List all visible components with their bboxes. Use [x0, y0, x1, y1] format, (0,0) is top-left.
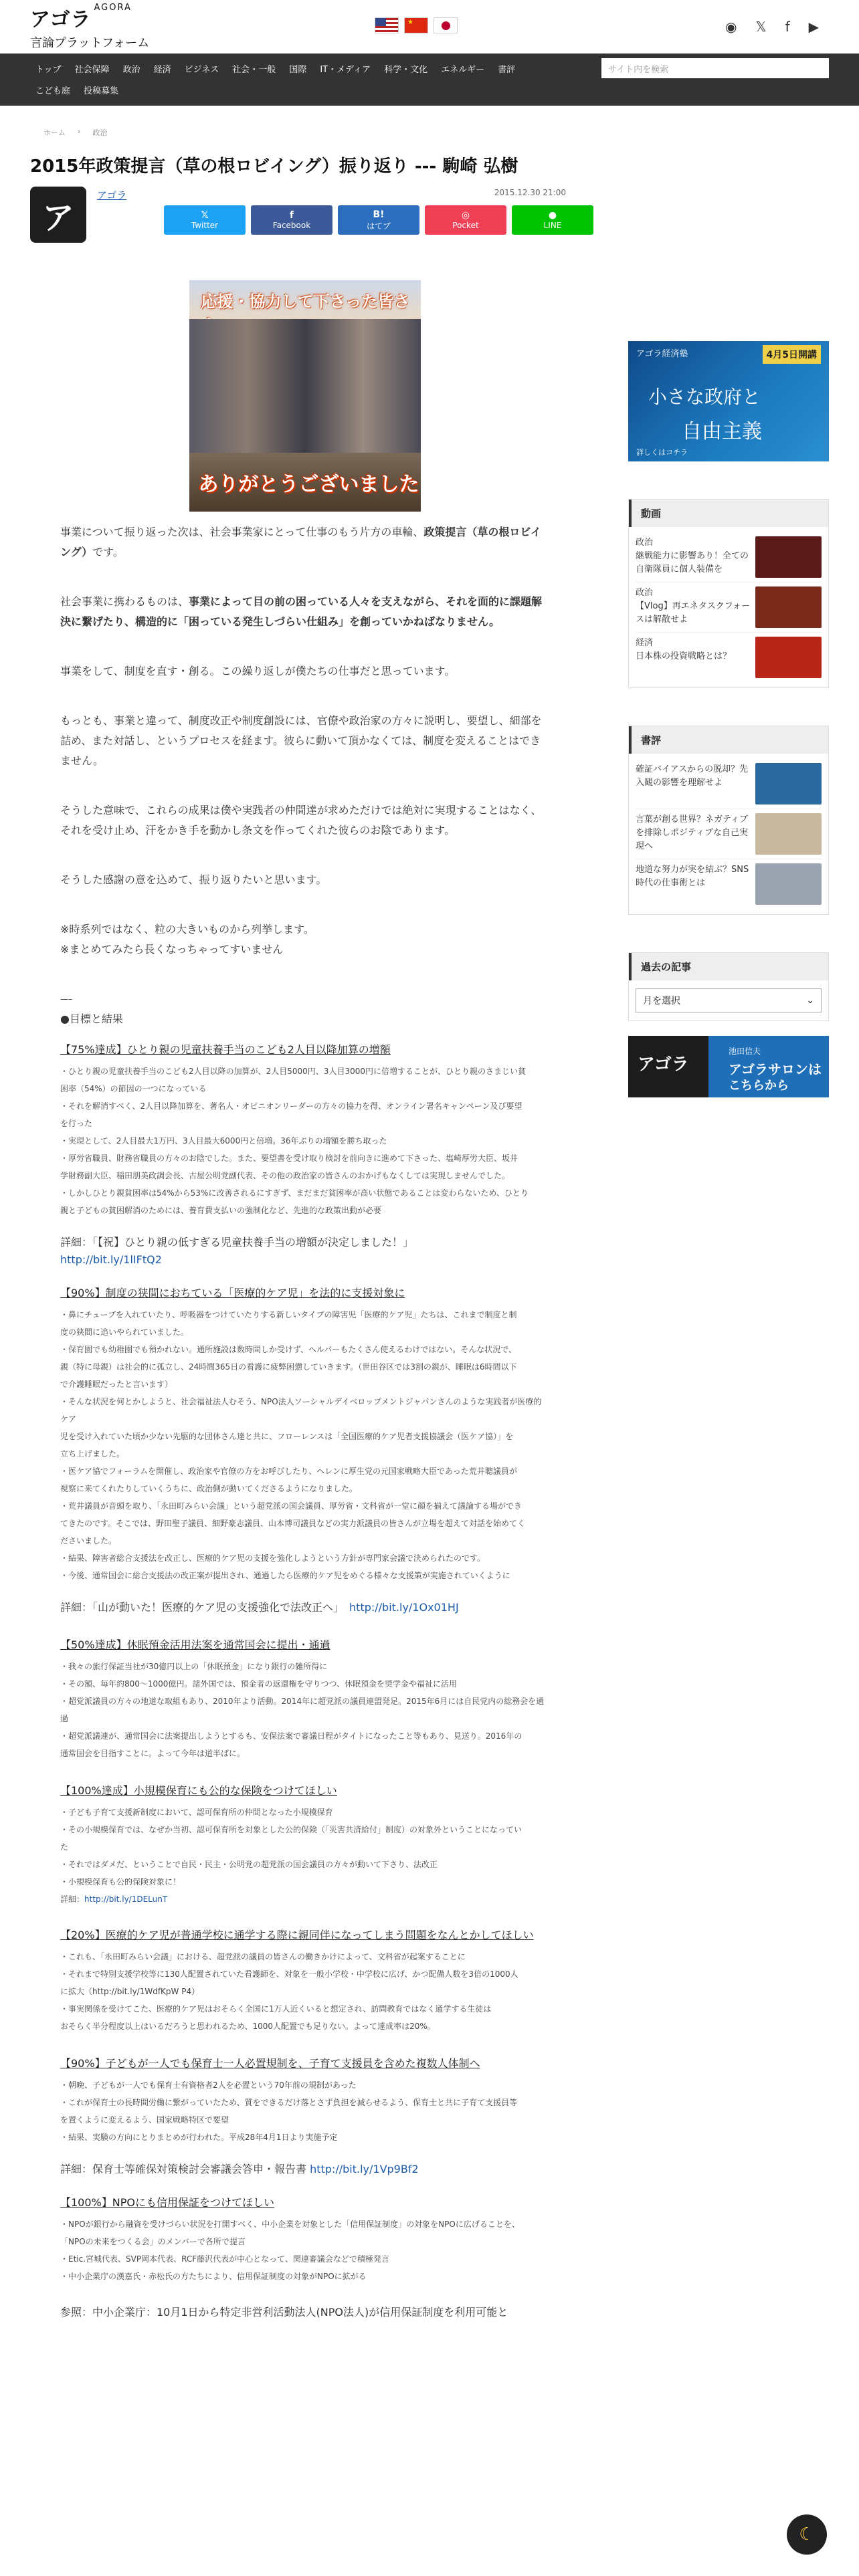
video-widget: [628, 499, 829, 688]
logo-tag: AGORA: [94, 3, 132, 13]
list-item: ・結果、障害者総合支援法を改正し、医療的ケア児の支援を強化しようという方針が専門家会議で決められたのです。: [60, 1553, 486, 1563]
line-icon: ●: [548, 210, 557, 221]
list-item: を置くように変えるよう、国家戦略特区で要望: [60, 2115, 229, 2125]
share-pocket-button[interactable]: ◎ Pocket: [425, 205, 506, 235]
facebook-icon: f: [289, 210, 294, 221]
list-item: 立ち上げました。: [60, 1449, 125, 1459]
section-title: 【100%】NPOにも信用保証をつけてほしい: [60, 2196, 274, 2209]
list-item: で介護睡眠だったと言います）: [60, 1380, 173, 1389]
list-item: ・その額、毎年約800〜1000億円。諸外国では、預金者の返還権を守りつつ、休眠預金を奨学金や福祉に活用: [60, 1679, 457, 1689]
site-header: [0, 0, 859, 53]
list-item: ・中小企業庁の漢嘉氏・赤松氏の方たちにより、信用保証制度の対象がNPOに拡がる: [60, 2272, 367, 2281]
list-item: ・それではダメだ、ということで自民・民主・公明党の超党派の国会議員の方々が動いて下さり、法改正: [60, 1860, 438, 1869]
thumbnail-image: [755, 763, 822, 804]
detail-label: 詳細：「【祝】ひとり親の低すぎる児童扶養手当の増額が決定しました！」: [60, 1236, 414, 1249]
list-item: ・子ども子育て支援新制度において、認可保育所の仲間となった小規模保育: [60, 1808, 333, 1817]
detail-label: 詳細：: [60, 1895, 85, 1904]
list-item: 親と子どもの貧困解消のためには、養育費支払いの強制化など、先進的な政策出動が必要: [60, 1206, 382, 1215]
policy-section: [60, 1782, 549, 1907]
list-item: 「NPOの未来をつくる会」のメンバーで各所で提言: [60, 2237, 246, 2246]
note: ※時系列ではなく、粒の大きいものから列挙します。: [60, 923, 314, 936]
list-item: ・NPOが銀行から融資を受けづらい状況を打開すべく、中小企業を対象とした「信用保証制度」の対象をNPOに広げることを、: [60, 2220, 520, 2229]
group-photo: [189, 319, 421, 453]
thumbnail-image: [755, 586, 822, 628]
list-item: ・我々の旅行保証当社が30億円以上の「休眠預金」になり銀行の雑所得に: [60, 1662, 328, 1671]
detail-label: 詳細：保育士等確保対策検討会審議会答申・報告書: [60, 2163, 307, 2175]
breadcrumb-politics[interactable]: 政治: [92, 128, 108, 137]
section-title: 【100%達成】小規模保育にも公的な保険をつけてほしい: [60, 1784, 337, 1797]
sidebar-list-item[interactable]: [636, 859, 822, 909]
policy-section: [60, 1927, 549, 2035]
list-item: ・これが保育士の長時間労働に繋がっていたため、質をできるだけ落とさず負担を減らせるよう、保育士と共に子育て支援員等: [60, 2098, 518, 2107]
list-item: てきたのです。そこでは、野田聖子議員、細野豪志議員、山本博司議員などの実力派議員の皆さんが立場を超えて対話を始めてく: [60, 1519, 526, 1528]
policy-section: [60, 1285, 549, 1616]
paragraph: もっとも、事業と違って、制度改正や制度創設には、官僚や政治家の方々に説明し、要望し、細部を詰め、また対話し、というプロセスを経ます。彼らに動いて頂かなくては、制度を変えることはできません。: [60, 714, 542, 767]
section-title: 【50%達成】休眠預金活用法案を通常国会に提出・通過: [60, 1638, 330, 1651]
list-item: ・超党派議員の方々の地道な取組もあり、2010年より活動。2014年に超党派の議員連盟発足。2015年6月には自民党内の総務会を通過: [60, 1697, 545, 1723]
list-item: た: [60, 1842, 69, 1852]
paragraph: 事業をして、制度を直す・創る。この繰り返しが僕たちの仕事だと思っています。: [60, 665, 456, 677]
list-item: 視察に来てくれたりしていくうちに、政治側が動いてくださるようになりました。: [60, 1484, 358, 1493]
list-item: ・超党派議連が、通常国会に法案提出しようとするも、安保法案で審議日程がタイトになったこと等もあり、見送り。2016年の: [60, 1731, 522, 1741]
sidebar-item-title: 地道な努力が実を結ぶ？SNS時代の仕事術とは: [636, 865, 749, 888]
breadcrumb-home[interactable]: ホーム: [43, 128, 66, 137]
note: ※まとめてみたら長くなっちゃってすいません: [60, 943, 284, 956]
agora-salon-banner[interactable]: アゴラ 池田信夫 アゴラサロンは こちらから: [628, 1036, 829, 1097]
detail-link[interactable]: http://bit.ly/1DELunT: [84, 1895, 168, 1904]
list-item: ・朝晩、子どもが一人でも保育士有資格者2人を必置という70年前の規制があった: [60, 2080, 357, 2090]
sidebar-item-title: 政治 【Vlog】再エネタスクフォースは解散せよ: [636, 588, 751, 625]
list-item: 通常国会を目指すことに。よって今年は道半ばに。: [60, 1749, 246, 1758]
list-item: ・今後、通常国会に総合支援法の改正案が提出され、通過したら医療的ケア児をめぐる様々な支援策が実施されていくように: [60, 1571, 510, 1580]
list-item: ・鼻にチューブを入れていたり、呼吸器をつけていたりする新しいタイプの障害児「医療的ケア児」たちは、これまで制度と制: [60, 1310, 517, 1319]
section-title: 【20%】医療的ケア児が普通学校に通学する際に親同伴になってしまう問題をなんとかしてほしい: [60, 1929, 534, 1941]
paragraph: 事業について振り返った次は、社会事業家にとって仕事のもう片方の車輪、政策提言（草の根ロビイング）です。: [60, 526, 541, 558]
policy-section: [60, 2055, 549, 2178]
nav-item-business[interactable]: ビジネス: [184, 64, 219, 75]
section-title: 【75%達成】ひとり親の児童扶養手当のこども2人目以降加算の増額: [60, 1043, 391, 1056]
list-item: ・そんな状況を何とかしようと、社会福祉法人むそう、NPO法人ソーシャルデイベロップメントジャパンさんのような実践者が医療的ケア: [60, 1397, 542, 1424]
logo-subtitle: 言論プラットフォーム: [30, 36, 150, 50]
nav-item-international[interactable]: 国際: [289, 64, 307, 75]
list-item: ・Etic.宮城代表、SVP岡本代表、RCF藤沢代表が中心となって、関連審議会などで積極発言: [60, 2254, 389, 2264]
x-icon[interactable]: 𝕏: [755, 19, 767, 35]
facebook-icon[interactable]: f: [785, 19, 790, 35]
sidebar-list-item[interactable]: [636, 809, 822, 859]
list-item: おそらく半分程度以上はいるだろうと思われるため、1000人配置でも足りない。よって達成率は20%。: [60, 2022, 436, 2031]
site-logo[interactable]: [30, 3, 149, 51]
article-main: [30, 106, 579, 2323]
share-twitter-button[interactable]: 𝕏 Twitter: [164, 205, 246, 235]
list-item: ・その小規模保育では、なぜか当初、認可保育所を対象とした公的保険（「災害共済給付」制度）の対象外ということになってい: [60, 1825, 522, 1834]
nav-item-book-review[interactable]: 書評: [498, 64, 516, 75]
section-title: 【90%】制度の狭間におちている「医療的ケア児」を法的に支援対象に: [60, 1287, 405, 1299]
list-item: ・それを解消すべく、2人目以降加算を、著名人・オピニオンリーダーの方々の協力を得、オンライン署名キャンペーン及び要望: [60, 1101, 522, 1111]
list-item: ・荒井議員が音頭を取り、「永田町みらい会議」という超党派の国会議員、厚労省・文科省が一堂に顔を揃えて議論する場ができ: [60, 1501, 522, 1511]
list-item: ださいました。: [60, 1536, 117, 1545]
sidebar-list-item[interactable]: [636, 582, 822, 633]
list-item: ・実現として、2人目最大1万円、3人目最大6000円と倍増。36年ぶりの増額を勝ち取った: [60, 1136, 387, 1146]
nav-item-submission[interactable]: 投稿募集: [84, 86, 119, 96]
breadcrumb: [30, 127, 579, 138]
list-item: ・しかしひとり親貧困率は54%から53%に改善されるにすぎず、まだまだ貧困率が高い状態であることは変わらないため、ひとり: [60, 1188, 529, 1198]
sidebar-item-title: 経済 日本株の投資戦略とは？: [636, 638, 732, 661]
policy-section: [60, 1041, 549, 1269]
list-item: ・これも、「永田町みらい会議」における、超党派の議員の皆さんの働きかけによって、文科省が起案することに: [60, 1952, 466, 1961]
widget-heading: 過去の記事: [629, 953, 828, 980]
paragraph: 社会事業に携わるものは、事業によって目の前の困っている人々を支えながら、それを面的に課題解決に繋げたり、構造的に「困っている発生しづらい仕組み」を創っていかねばなりません。: [60, 595, 543, 628]
list-item: 困率（54%）の節因の一つになっている: [60, 1084, 207, 1093]
sidebar-list-item[interactable]: [636, 759, 822, 809]
archive-widget: [628, 952, 829, 1021]
article-body: [30, 522, 579, 2323]
sidebar-item-title: 確証バイアスからの脱却？先入観の影響を理解せよ: [636, 764, 749, 788]
detail-link[interactable]: http://bit.ly/1Ox01HJ: [349, 1601, 459, 1614]
english-flag-icon[interactable]: [375, 17, 399, 33]
sidebar-list-item[interactable]: [636, 633, 822, 682]
nav-item-science-culture[interactable]: 科学・文化: [384, 64, 428, 75]
nav-item-economy[interactable]: 経済: [153, 64, 171, 75]
thumbnail-image: [755, 536, 822, 578]
thumbnail-image: [755, 637, 822, 678]
dark-mode-toggle-icon[interactable]: ☾: [787, 2514, 827, 2555]
widget-heading: 書評: [629, 726, 828, 754]
main-nav: [0, 53, 859, 106]
share-buttons: [164, 205, 593, 235]
sidebar: [628, 106, 829, 2323]
list-item: ・事実関係を受けてこた、医療的ケア児はおそらく全国に1万人近くいると想定され、訪問教育ではなく通学する生徒は: [60, 2004, 492, 2014]
goal-heading: ●目標と結果: [60, 1012, 123, 1025]
chevron-down-icon: ⌄: [806, 995, 814, 1006]
list-item: ・それまで特別支援学校等に130人配置されていた看護師を、対象を一般小学校・中学校に広げ、かつ配備人数を3倍の1000人: [60, 1969, 518, 1979]
search-input[interactable]: サイト内を検索: [601, 58, 829, 78]
paragraph: そうした感謝の意を込めて、振り返りたいと思います。: [60, 873, 327, 886]
list-item: ・結果、実験の方向にとりまとめが行われた。平成28年4月1日より実施予定: [60, 2133, 338, 2142]
nav-item-society[interactable]: 社会・一般: [232, 64, 276, 75]
author-avatar[interactable]: ア: [30, 187, 86, 243]
thumbnail-image: [755, 863, 822, 905]
post-date: 2015.12.30 21:00: [494, 188, 566, 197]
japanese-flag-icon[interactable]: [434, 17, 458, 33]
sidebar-item-title: 政治 継戦能力に影響あり！全ての自衛隊員に個人装備を: [636, 538, 749, 574]
economics-school-ad[interactable]: アゴラ経済塾 4月5日開講 小さな政府と 自由主義 詳しくはコチラ: [628, 341, 829, 461]
widget-heading: 動画: [629, 500, 828, 527]
policy-section: [60, 1636, 549, 1762]
share-hatena-button[interactable]: B! はてブ: [338, 205, 419, 235]
list-item: 児を受け入れていた頃か少ない先駆的な団体さん達と共に、フローレンスは「全国医療的ケア児者支援協議会（医ケア協）」を: [60, 1432, 514, 1441]
thumbnail-image: [755, 813, 822, 855]
image-caption-top: 応援・協力して下さった皆さ: [201, 292, 410, 311]
policy-section: [60, 2194, 549, 2285]
logo-main-text: アゴラ: [30, 8, 92, 31]
list-item: ・小規模保育も公的保険対象に！: [60, 1877, 181, 1887]
rss-icon[interactable]: ◉: [725, 19, 737, 35]
breadcrumb-separator: ›: [78, 127, 81, 136]
reference-text: 参照：中小企業庁：10月1日から特定非営利活動法人(NPO法人)が信用保証制度を利用可能と: [60, 2306, 508, 2319]
article-image: [189, 280, 421, 512]
list-item: に拡大（http://bit.ly/1WdfKpW P4）: [60, 1987, 200, 1996]
youtube-icon[interactable]: ▶: [808, 19, 819, 35]
list-item: ・厚労省職員、財務省職員の方々のお陰でした。また、要望書を受け取り検討を前向きに進めて下さった、塩崎厚労大臣、坂井: [60, 1154, 518, 1163]
detail-link[interactable]: http://bit.ly/1lIFtQ2: [60, 1253, 162, 1266]
list-item: ・保育園でも幼稚園でも預かれない。通所施設は数時間しか受けず、ヘルパーもたくさん使えるわけではない。そんな状況で、: [60, 1345, 516, 1354]
nav-item-energy[interactable]: エネルギー: [441, 64, 485, 75]
list-item: を行った: [60, 1119, 93, 1128]
chinese-flag-icon[interactable]: [404, 17, 428, 33]
nav-item-kodomo[interactable]: こども庭: [35, 86, 71, 96]
detail-label: 詳細：「山が動いた！医療的ケア児の支援強化で法改正へ」: [60, 1601, 339, 1614]
list-item: 親（特に母親）は社会的に孤立し、24時間365日の看護に疲弊困憊していきます。（世田谷区では3割の親が、睡眠は6時間以下: [60, 1362, 517, 1372]
list-item: 学財務副大臣、稲田朋美政調会長、古屋公明党副代表、その他の政治家の皆さんのおかげもなくしては実現しませんでした。: [60, 1171, 510, 1180]
hatena-icon: B!: [373, 209, 385, 220]
book-review-widget: [628, 726, 829, 915]
section-title: 【90%】子どもが一人でも保育士一人必置規制を、子育て支援員を含めた複数人体制へ: [60, 2057, 480, 2070]
separator-text: —–: [60, 994, 72, 1004]
month-select[interactable]: 月を選択 ⌄: [636, 988, 822, 1012]
detail-link[interactable]: http://bit.ly/1Vp9Bf2: [310, 2163, 419, 2175]
share-line-button[interactable]: ● LINE: [512, 205, 593, 235]
share-facebook-button[interactable]: f Facebook: [251, 205, 332, 235]
author-link[interactable]: アゴラ: [97, 189, 127, 201]
article-title: 2015年政策提言（草の根ロビイング）振り返り --- 駒崎 弘樹: [30, 156, 518, 177]
nav-item-social-security[interactable]: 社会保障: [74, 64, 110, 75]
pocket-icon: ◎: [461, 210, 470, 221]
nav-item-it-media[interactable]: IT・メディア: [320, 64, 371, 75]
list-item: ・医ケア協でフォーラムを開催し、政治家や官僚の方をお呼びしたり、ヘレンに厚生党の元国家戦略大臣であった荒井聰議員が: [60, 1467, 517, 1476]
sidebar-item-title: 言葉が創る世界？ネガティブを排除しポジティブな自己実現へ: [636, 815, 748, 851]
image-caption-bottom: ありがとうございました: [198, 473, 419, 496]
list-item: ・ひとり親の児童扶養手当のこども2人目以降の加算が、2人目5000円、3人目3000円に倍増することが、ひとり親のさまじい貧: [60, 1067, 526, 1076]
nav-item-politics[interactable]: 政治: [122, 64, 140, 75]
sidebar-list-item[interactable]: [636, 532, 822, 582]
list-item: 度の狭間に追いやられていました。: [60, 1327, 189, 1337]
twitter-icon: 𝕏: [201, 210, 209, 221]
nav-item-top[interactable]: トップ: [35, 64, 62, 75]
paragraph: そうした意味で、これらの成果は僕や実践者の仲間達が求めただけでは絶対に実現することはなく、それを受け止め、汗をかき手を動かし条文を作ってくれた彼らのお陰であります。: [60, 804, 542, 837]
